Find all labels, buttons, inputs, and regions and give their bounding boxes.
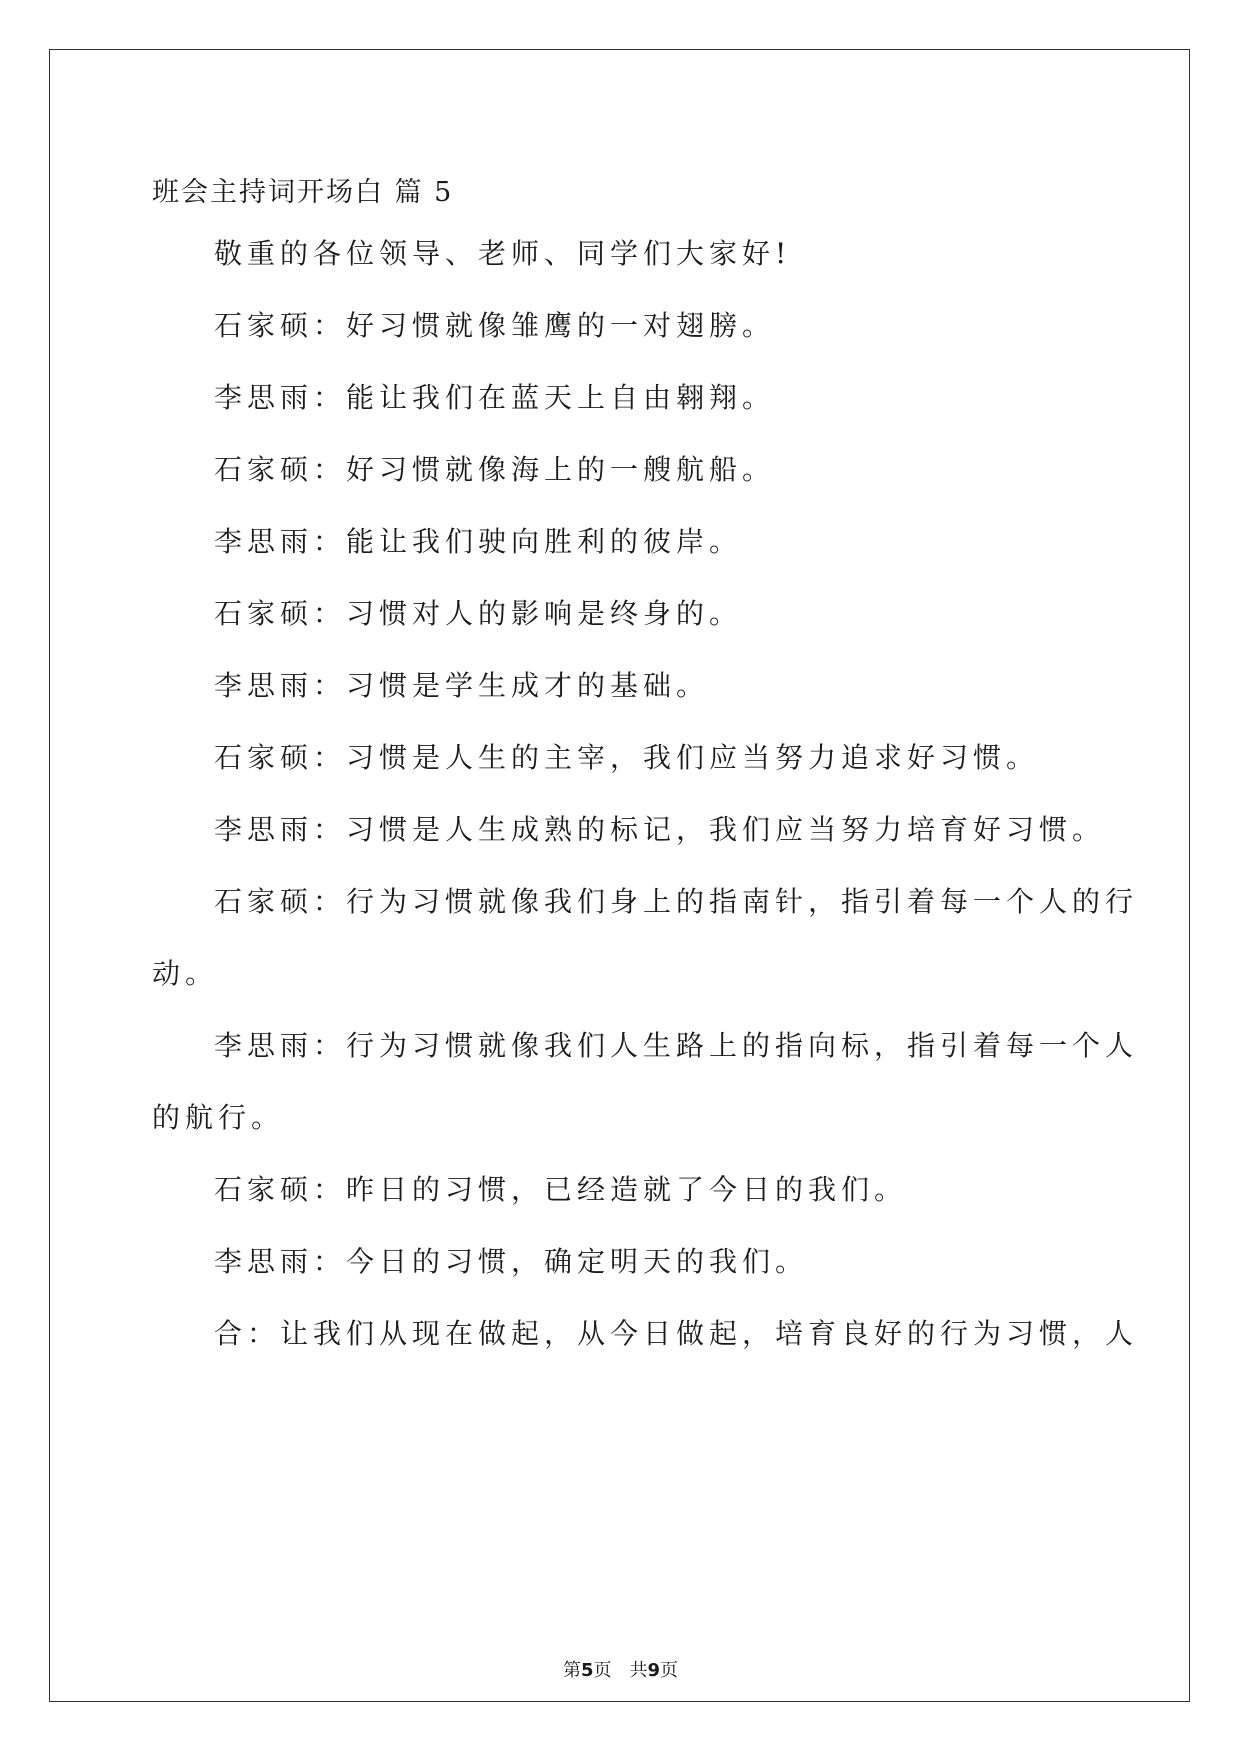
footer-prefix: 第 (562, 1660, 581, 1681)
paragraph: 李思雨：行为习惯就像我们人生路上的指向标，指引着每一个人 (214, 1029, 1139, 1062)
page-footer (0, 1656, 1241, 1682)
page-border (49, 49, 1190, 1702)
total-page-number: 9 (647, 1660, 661, 1681)
paragraph: 石家硕：昨日的习惯，已经造就了今日的我们。 (214, 1173, 908, 1206)
paragraph: 李思雨：习惯是人生成熟的标记，我们应当努力培育好习惯。 (214, 813, 1106, 846)
paragraph: 李思雨：习惯是学生成才的基础。 (214, 669, 710, 702)
paragraph: 石家硕：习惯对人的影响是终身的。 (214, 597, 743, 630)
paragraph-continuation: 动。 (152, 957, 219, 990)
paragraph: 石家硕：行为习惯就像我们身上的指南针，指引着每一个人的行 (214, 885, 1139, 918)
paragraph: 石家硕：习惯是人生的主宰，我们应当努力追求好习惯。 (214, 741, 1040, 774)
paragraph: 合：让我们从现在做起，从今日做起，培育良好的行为习惯，人 (214, 1317, 1139, 1350)
paragraph: 李思雨：能让我们驶向胜利的彼岸。 (214, 525, 743, 558)
paragraph: 李思雨：能让我们在蓝天上自由翱翔。 (214, 381, 776, 414)
current-page-number: 5 (580, 1660, 594, 1681)
document-title: 班会主持词开场白 篇 5 (152, 177, 454, 208)
paragraph: 石家硕：好习惯就像雏鹰的一对翅膀。 (214, 309, 776, 342)
footer-suffix: 页 (660, 1660, 679, 1681)
paragraph: 李思雨：今日的习惯，确定明天的我们。 (214, 1245, 809, 1278)
paragraph: 石家硕：好习惯就像海上的一艘航船。 (214, 453, 776, 486)
paragraph: 敬重的各位领导、老师、同学们大家好! (214, 237, 792, 270)
paragraph-continuation: 的航行。 (152, 1101, 285, 1134)
footer-mid: 页 共 (593, 1660, 648, 1681)
